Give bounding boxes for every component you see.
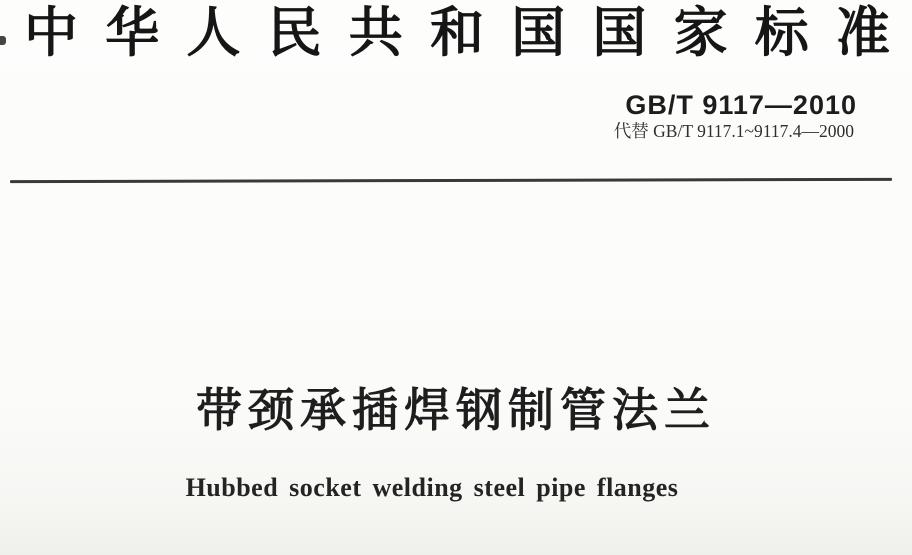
document-title-chinese: 带颈承插焊钢制管法兰 xyxy=(196,384,716,436)
national-standard-heading: 中华人民共和国国家标准 xyxy=(24,3,890,63)
scan-ink-speck xyxy=(0,36,6,45)
document-title-english: Hubbed socket welding steel pipe flanges xyxy=(185,473,679,502)
replaces-note: 代替 GB/T 9117.1~9117.4—2000 xyxy=(613,121,854,141)
standard-code: GB/T 9117—2010 xyxy=(625,90,857,120)
header-divider-rule xyxy=(10,178,892,183)
